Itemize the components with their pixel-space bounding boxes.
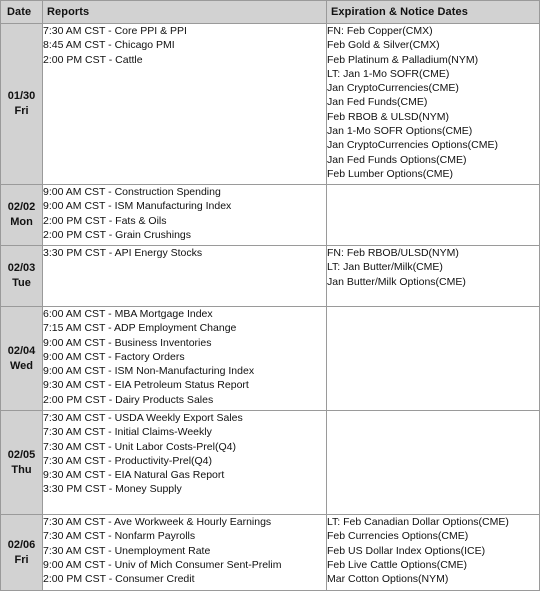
report-item: 7:30 AM CST - Initial Claims-Weekly <box>43 426 212 439</box>
weekday-label: Thu <box>11 463 32 476</box>
calendar-body <box>1 24 540 591</box>
weekday-label: Tue <box>12 277 31 289</box>
expiration-cell <box>327 411 540 515</box>
expiration-item: Feb RBOB & ULSD(NYM) <box>327 110 449 123</box>
day-row <box>1 515 540 591</box>
date-label: 02/05 <box>7 448 36 461</box>
expiration-item: FN: Feb Copper(CMX) <box>327 25 433 37</box>
date-cell <box>1 515 43 591</box>
report-item: 2:00 PM CST - Fats & Oils <box>43 214 167 227</box>
report-item: 2:00 PM CST - Dairy Products Sales <box>43 393 214 406</box>
date-label: 01/30 <box>7 90 36 102</box>
header-row <box>1 1 540 24</box>
reports-cell <box>43 24 327 185</box>
date-label: 02/06 <box>7 538 36 551</box>
expiration-item: Feb US Dollar Index Options(ICE) <box>327 544 486 557</box>
report-item: 7:30 AM CST - Productivity-Prel(Q4) <box>43 454 213 467</box>
day-row <box>1 246 540 307</box>
expiration-item: Jan Butter/Milk Options(CME) <box>327 275 466 288</box>
reports-cell <box>43 185 327 246</box>
expiration-item: Feb Gold & Silver(CMX) <box>327 39 440 52</box>
report-item: 9:00 AM CST - Univ of Mich Consumer Sent-Prelim <box>43 558 282 571</box>
day-row <box>1 185 540 246</box>
reports-cell <box>43 411 327 515</box>
weekday-label: Mon <box>10 216 33 228</box>
report-item: 7:30 AM CST - Unemployment Rate <box>43 544 211 557</box>
report-item: 9:00 AM CST - ISM Manufacturing Index <box>43 200 232 213</box>
expiration-item: LT: Jan 1-Mo SOFR(CME) <box>327 67 450 80</box>
date-cell <box>1 411 43 515</box>
expiration-item: Feb Live Cattle Options(CME) <box>327 558 468 571</box>
date-label: 02/04 <box>7 344 36 357</box>
date-cell <box>1 307 43 411</box>
report-item: 9:30 AM CST - EIA Petroleum Status Report <box>43 379 249 392</box>
report-item: 7:30 AM CST - USDA Weekly Export Sales <box>43 412 243 424</box>
report-item: 3:30 PM CST - API Energy Stocks <box>43 247 203 259</box>
date-cell <box>1 24 43 185</box>
report-item: 9:00 AM CST - ISM Non-Manufacturing Index <box>43 365 255 378</box>
report-item: 2:00 PM CST - Grain Crushings <box>43 228 192 241</box>
expiration-item: Jan Fed Funds(CME) <box>327 96 428 109</box>
weekday-label: Fri <box>14 105 29 117</box>
expiration-item: Mar Cotton Options(NYM) <box>327 573 449 586</box>
report-item: 6:00 AM CST - MBA Mortgage Index <box>43 308 213 320</box>
expiration-item: Feb Lumber Options(CME) <box>327 167 454 180</box>
expiration-cell <box>327 515 540 591</box>
date-label: 02/02 <box>7 201 36 213</box>
expiration-column-header: Expiration & Notice Dates <box>327 1 540 24</box>
expiration-item: Jan CryptoCurrencies Options(CME) <box>327 139 498 152</box>
reports-cell <box>43 515 327 591</box>
report-item: 7:30 AM CST - Ave Workweek & Hourly Earnings <box>43 516 272 528</box>
report-item: 9:30 AM CST - EIA Natural Gas Report <box>43 469 225 482</box>
date-cell <box>1 246 43 307</box>
weekday-label: Wed <box>9 359 34 372</box>
reports-column-header: Reports <box>43 1 327 24</box>
expiration-cell <box>327 307 540 411</box>
date-cell <box>1 185 43 246</box>
report-item: 7:30 AM CST - Unit Labor Costs-Prel(Q4) <box>43 440 236 453</box>
report-item: 7:15 AM CST - ADP Employment Change <box>43 322 237 335</box>
expiration-item: LT: Feb Canadian Dollar Options(CME) <box>327 516 509 528</box>
report-item: 9:00 AM CST - Factory Orders <box>43 350 185 363</box>
report-item: 9:00 AM CST - Business Inventories <box>43 336 212 349</box>
report-item: 7:30 AM CST - Core PPI & PPI <box>43 25 187 37</box>
report-item: 2:00 PM CST - Consumer Credit <box>43 573 195 586</box>
expiration-cell <box>327 246 540 307</box>
report-item: 7:30 AM CST - Nonfarm Payrolls <box>43 530 196 543</box>
expiration-item: Jan 1-Mo SOFR Options(CME) <box>327 125 473 138</box>
report-item: 2:00 PM CST - Cattle <box>43 53 143 66</box>
report-item: 8:45 AM CST - Chicago PMI <box>43 39 175 52</box>
reports-cell <box>43 307 327 411</box>
expiration-item: Feb Currencies Options(CME) <box>327 530 469 543</box>
expiration-item: FN: Feb RBOB/ULSD(NYM) <box>327 247 459 259</box>
expiration-item: Jan Fed Funds Options(CME) <box>327 153 467 166</box>
weekday-label: Fri <box>14 553 29 566</box>
day-row <box>1 307 540 411</box>
date-label: 02/03 <box>7 262 36 274</box>
expiration-item: Jan CryptoCurrencies(CME) <box>327 82 459 95</box>
expiration-cell <box>327 185 540 246</box>
expiration-item: LT: Jan Butter/Milk(CME) <box>327 261 443 274</box>
date-column-header: Date <box>1 1 43 24</box>
day-row <box>1 411 540 515</box>
report-item: 3:30 PM CST - Money Supply <box>43 483 182 496</box>
reports-cell <box>43 246 327 307</box>
expiration-cell <box>327 24 540 185</box>
report-item: 9:00 AM CST - Construction Spending <box>43 186 221 198</box>
expiration-item: Feb Platinum & Palladium(NYM) <box>327 53 479 66</box>
day-row <box>1 24 540 185</box>
